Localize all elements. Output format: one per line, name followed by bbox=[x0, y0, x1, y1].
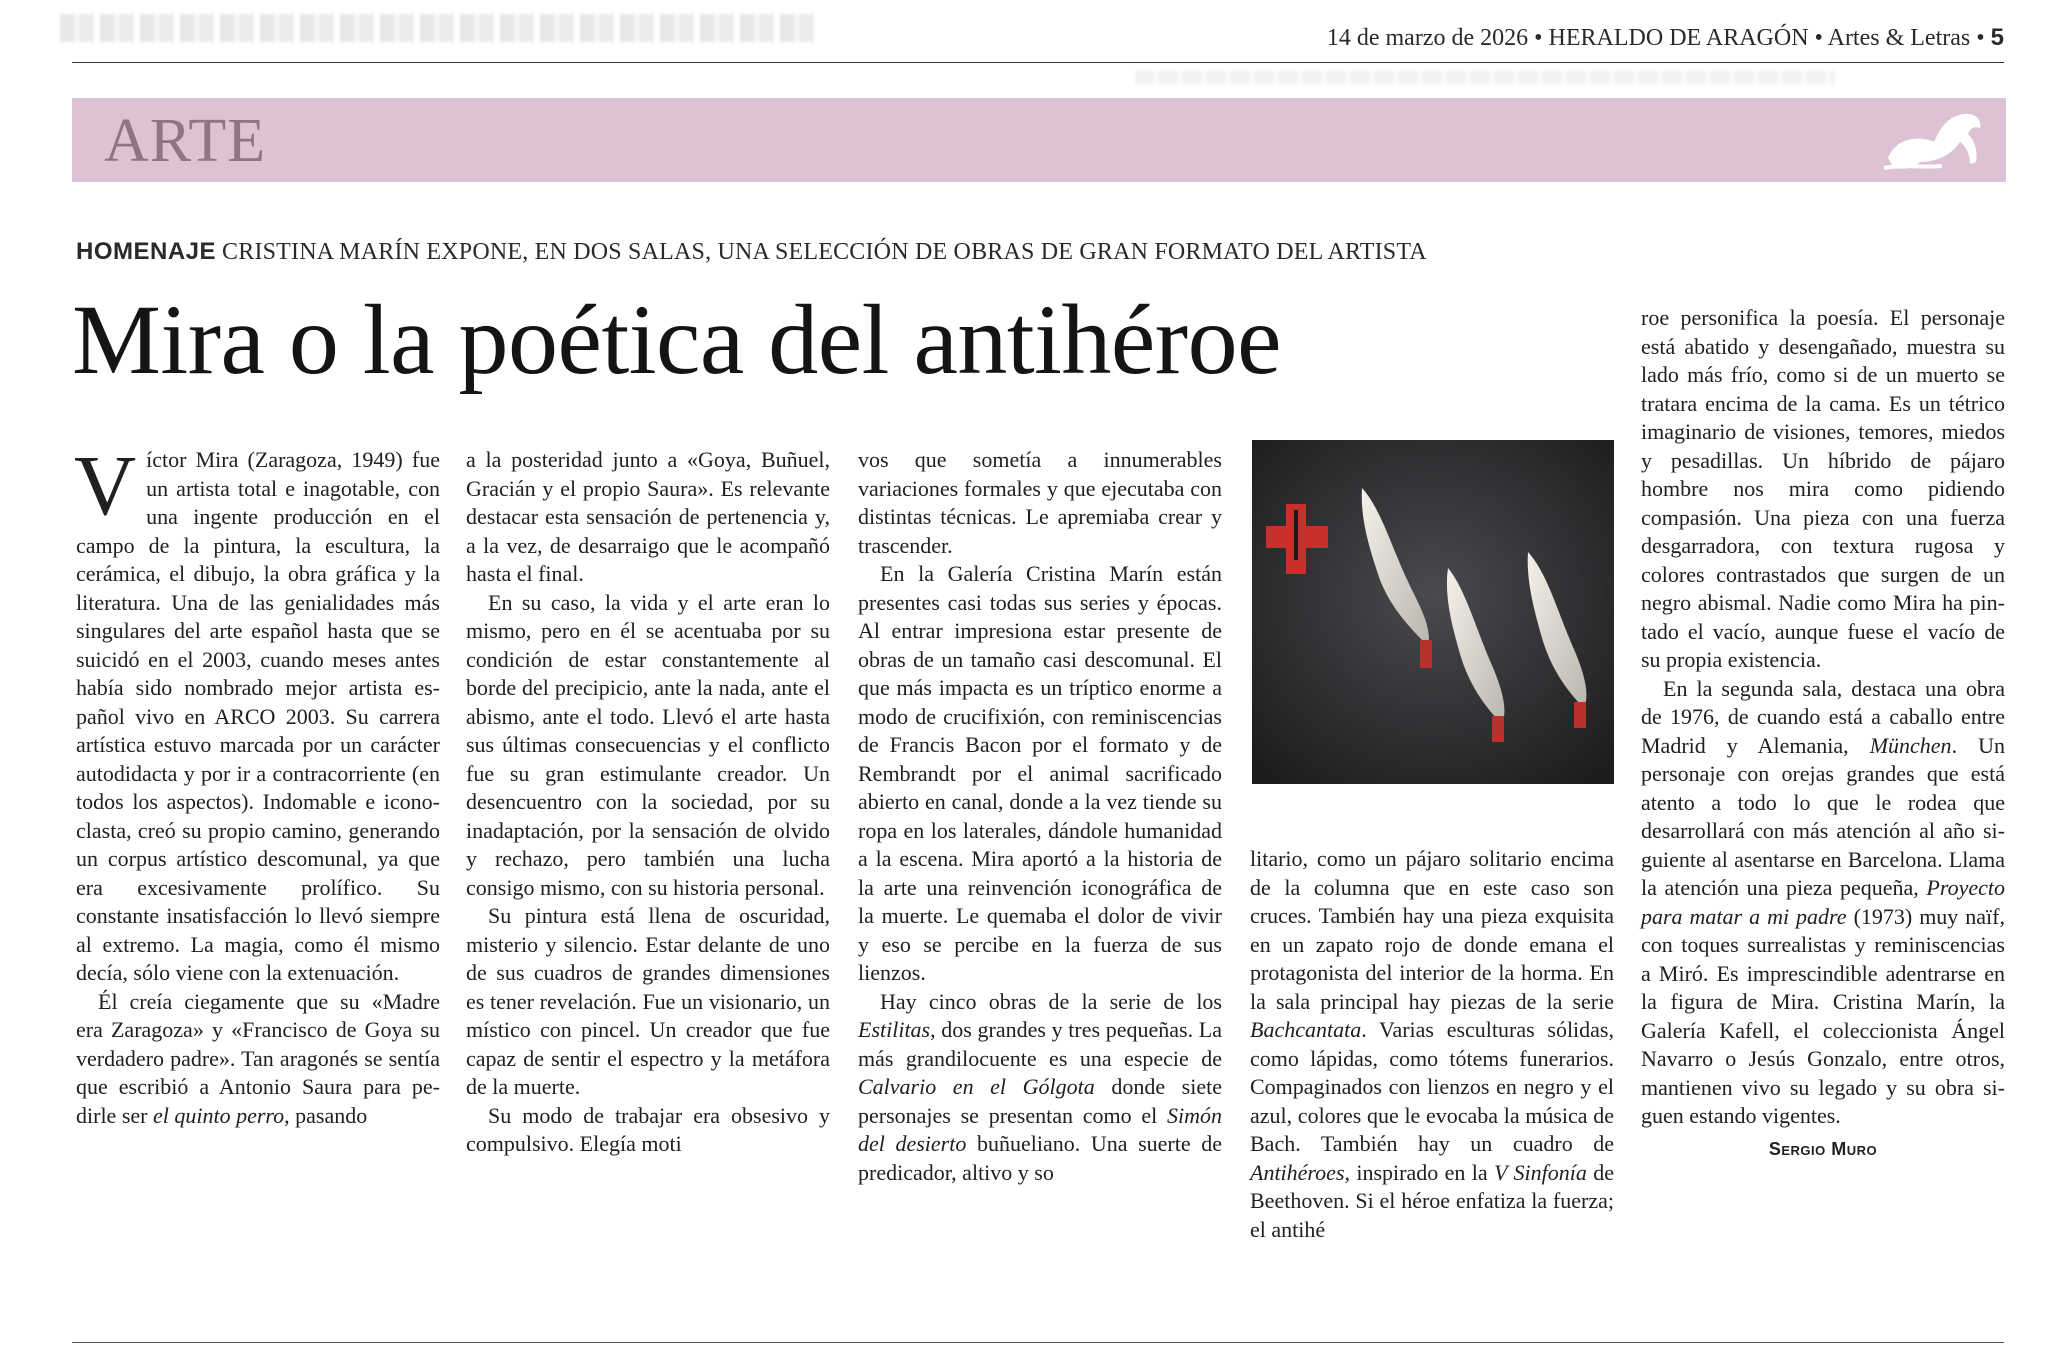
article-paragraph: En su caso, la vida y el arte eran lo mismo, pero en él se acentuaba por su condición de estar constantemente al borde del precipicio, ante la nada, ante el abismo, ante el todo. Llevó el arte hasta sus últimas consecuencias y el conflicto fue su gran estimulante creador. Un desencuentro con la sociedad, por su inadaptación, por la sensación de olvido y rechazo, pero también una lucha consigo mismo, con su historia personal. bbox=[466, 589, 830, 900]
article-paragraph: En la Galería Cristina Marín están presentes casi todas sus series y épocas. Al entrar impresiona estar presente de obras de un tamaño casi descomunal. El que más impacta es un tríptico enorme a modo de crucifixión, con reminiscencias de Francis Bacon por el formato y de Rembrandt por el animal sacrificado abierto en canal, donde a la vez tiende su ropa en los laterales, dándole humanidad a la escena. Mira aportó a la historia de la arte una reinvención iconográfica de la muerte. Le quemaba el dolor de vivir y eso se percibe en la fuerza de sus lienzos. bbox=[858, 561, 1222, 985]
article-paragraph: Víctor Mira (Zaragoza, 1949) fue un artista total e inagotable, con una ingente producción en el campo de la pintura, la escultura, la cerámica, el dibujo, la obra gráfica y la literatura. Una de las genialidades más singulares del arte español hasta que se suicidó en el 2003, cuando meses antes había sido nombrado mejor artista español vivo en ARCO 2003. Su carrera artística estuvo marcada por un carácter autodidacta y por ir a contracorriente (en todos los aspectos). Indomable e iconoclasta, creó su propio camino, generando un corpus artístico descomunal, ya que era excesivamente prolífico. Su constante insatisfacción lo llevó siempre al extremo. La magia, como él mismo decía, sólo viene con la extenuación. bbox=[74, 437, 440, 985]
article-paragraph: Él creía ciegamente que su «Madre era Zaragoza» y «Francisco de Goya su verdadero padre». Tan aragonés se sentía que escribió a Antonio Saura para pedirle ser el quinto perro, pasando bbox=[76, 988, 440, 1128]
article-column-2 bbox=[466, 446, 830, 1159]
article-paragraph: Su pintura está llena de oscuridad, misterio y silencio. Estar delante de uno de sus cuadros de grandes dimensiones es tener revelación. Fue un visionario, un místico con pincel. Un creador que fue capaz de sentir el espectro y la metáfora de la muerte. bbox=[466, 903, 830, 1099]
article-column-5 bbox=[1641, 304, 2005, 1163]
section-name: ARTE bbox=[104, 107, 267, 175]
article-paragraph: En la segunda sala, destaca una obra de 1976, de cuando está a caballo entre Madrid y Alemania, München. Un personaje con orejas grandes que está atento a todo lo que le rodea que desarrollará con más atención al año siguiente al asentarse en Barcelona. Llama la atención una pieza pequeña, Proyecto para matar a mi padre (1973) muy naïf, con toques surrealistas y reminiscencias a Miró. Es imprescindible adentrarse en la figura de Mira. Cristina Marín, la Galería Kafell, el coleccionista Ángel Navarro o Jesús Gonzalo, entre otros, mantienen vivo su legado y su obra siguen estando vigentes. bbox=[1641, 675, 2005, 1128]
folio-date: 14 de marzo de 2026 bbox=[1326, 25, 1529, 51]
horse-icon bbox=[1882, 106, 1992, 181]
page-folio: 14 de marzo de 2026 • HERALDO DE ARAGÓN • Artes & Letras • 5 bbox=[1326, 24, 2004, 51]
article-paragraph: Su modo de trabajar era obsesivo y compulsivo. Elegía moti bbox=[466, 1102, 830, 1156]
kicker-label: HOMENAJE bbox=[76, 238, 217, 265]
headline: Mira o la poética del antihéroe bbox=[72, 284, 1281, 395]
article-column-3 bbox=[858, 446, 1222, 1187]
article-column-1 bbox=[74, 437, 440, 1130]
bleed-through-text bbox=[1135, 70, 1835, 84]
article-column-4 bbox=[1250, 845, 1614, 1244]
folio-newspaper: HERALDO DE ARAGÓN bbox=[1548, 25, 1809, 51]
bleed-through-text bbox=[60, 14, 820, 42]
article-paragraph: vos que sometía a innumerables variaciones formales y que ejecutaba con distintas técnicas. Le apremiaba crear y trascender. bbox=[858, 447, 1222, 558]
article-paragraph: a la posteridad junto a «Goya, Buñuel, Gracián y el propio Saura». Es relevante destacar esta sensación de pertenencia y, a la vez, de desarraigo que le acompañó hasta el final. bbox=[466, 447, 830, 586]
folio-supplement: Artes & Letras bbox=[1827, 25, 1971, 51]
painting-photo bbox=[1252, 440, 1614, 784]
byline: Sergio Muro bbox=[1768, 1138, 1878, 1159]
article-paragraph: litario, como un pájaro solitario encima de la columna que en este caso son cruces. También hay una pieza exquisita en un zapato rojo de donde emana el protagonista del interior de la horma. En la sala principal hay piezas de la serie Bachcantata. Varias esculturas sólidas, como lápidas, como tótems funerarios. Compaginados con lienzos en negro y el azul, colores que le evocaba la música de Bach. También hay un cuadro de Antihéroes, inspirado en la V Sinfonía de Beethoven. Si el héroe enfatiza la fuerza; el antihé bbox=[1250, 846, 1614, 1242]
kicker-text: CRISTINA MARÍN EXPONE, EN DOS SALAS, UNA SELECCIÓN DE OBRAS DE GRAN FORMATO DEL ARTISTA bbox=[222, 239, 1427, 265]
article-paragraph: Hay cinco obras de la serie de los Estilitas, dos grandes y tres pequeñas. La más grandilocuente es una especie de Calvario en el Gólgota donde siete personajes se presentan como el Simón del desierto buñueliano. Una suerte de predicador, altivo y so bbox=[858, 988, 1223, 1185]
top-rule bbox=[72, 62, 2004, 63]
bottom-rule bbox=[72, 1342, 2004, 1343]
kicker bbox=[76, 238, 1427, 266]
article-paragraph: roe personifica la poesía. El personaje está abatido y desengañado, muestra su lado más frío, como si de un muerto se tratara encima de la cama. Es un tétrico imaginario de visiones, temores, miedos y pesadillas. Un híbrido de pájaro hombre nos mira como pidiendo compasión. Una pieza con una fuerza desgarradora, con textura rugosa y colores contrastados que surgen de un negro abismal. Nadie como Mira ha pintado el vacío, aunque fuese el vacío de su propia existencia. bbox=[1641, 305, 2005, 672]
page-number: 5 bbox=[1990, 24, 2004, 51]
section-banner bbox=[72, 98, 2006, 182]
